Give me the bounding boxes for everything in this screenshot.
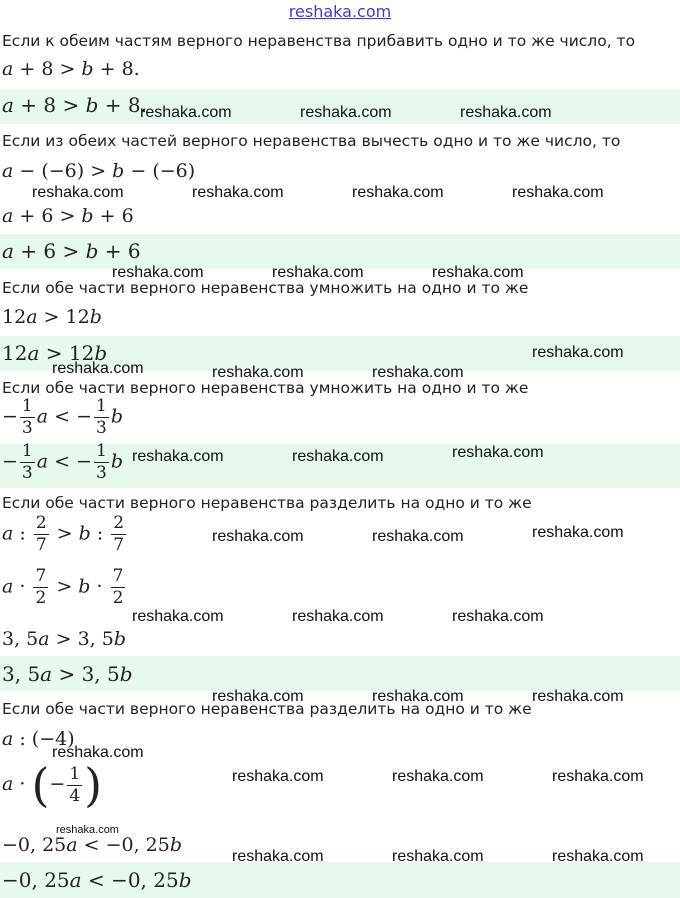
watermark-text: reshaka.com [372, 528, 464, 545]
statement-text: Если к обеим частям верного неравенства прибавить одно и то же число, то [2, 32, 636, 50]
statement-text: Если из обеих частей верного неравенства вычесть одно и то же число, то [2, 132, 621, 150]
math-line: 3, 5a > 3, 5b [2, 628, 127, 650]
answer-math: a + 8 > b + 8. [2, 93, 147, 117]
watermark-text: reshaka.com [132, 608, 224, 625]
watermark-text: reshaka.com [52, 744, 144, 761]
watermark-text: reshaka.com [292, 448, 384, 465]
statement-text: Если обе части верного неравенства умножить на одно и то же [2, 379, 529, 397]
watermark-text: reshaka.com [140, 104, 232, 121]
watermark-text: reshaka.com [192, 184, 284, 201]
watermark-text: reshaka.com [372, 364, 464, 381]
watermark-text: reshaka.com [132, 448, 224, 465]
answer-math: a + 6 > b + 6 [2, 239, 141, 263]
math-line: a + 8 > b + 8. [2, 58, 140, 80]
answer-math: 3, 5a > 3, 5b [2, 662, 133, 686]
statement-text: Если обе части верного неравенства разделить на одно и то же [2, 494, 532, 512]
watermark-text: reshaka.com [292, 608, 384, 625]
statement-text: Если обе части верного неравенства разделить на одно и то же [2, 700, 532, 718]
answer-math: − $\frac{1}{3}$ a < − $\frac{1}{3}$ b [2, 441, 123, 483]
watermark-text: reshaka.com [512, 184, 604, 201]
watermark-text: reshaka.com [532, 524, 624, 541]
watermark-text: reshaka.com [272, 264, 364, 281]
watermark-text: reshaka.com [452, 444, 544, 461]
watermark-text: reshaka.com [392, 768, 484, 785]
watermark-text: reshaka.com [352, 184, 444, 201]
statement-text: Если обе части верного неравенства умножить на одно и то же [2, 279, 529, 297]
watermark-text: reshaka.com [432, 264, 524, 281]
watermark-text: reshaka.com [112, 264, 204, 281]
watermark-text: reshaka.com [552, 768, 644, 785]
watermark-text: reshaka.com [212, 528, 304, 545]
math-line: 12a > 12b [2, 306, 102, 328]
math-line: a : $\frac{2}{7}$ > b : $\frac{2}{7}$ [2, 513, 125, 555]
watermark-text: reshaka.com [232, 768, 324, 785]
watermark-text: reshaka.com [56, 824, 119, 836]
watermark-text: reshaka.com [32, 184, 124, 201]
watermark-text: reshaka.com [372, 688, 464, 705]
answer-math: −0, 25a < −0, 25b [2, 868, 192, 892]
watermark-text: reshaka.com [392, 848, 484, 865]
answer-math: 12a > 12b [2, 341, 108, 365]
watermark-text: reshaka.com [552, 848, 644, 865]
math-line: a · $\frac{7}{2}$ > b · $\frac{7}{2}$ [2, 566, 124, 608]
math-line: −0, 25a < −0, 25b [2, 834, 183, 856]
watermark-text: reshaka.com [232, 848, 324, 865]
watermark-text: reshaka.com [212, 364, 304, 381]
math-line: − $\frac{1}{3}$ a < − $\frac{1}{3}$ b [2, 396, 123, 438]
watermark-text: reshaka.com [300, 104, 392, 121]
watermark-text: reshaka.com [212, 688, 304, 705]
math-line: a + 6 > b + 6 [2, 205, 134, 227]
math-line: a − (−6) > b − (−6) [2, 160, 196, 182]
watermark-text: reshaka.com [452, 608, 544, 625]
watermark-text: reshaka.com [532, 688, 624, 705]
watermark-text: reshaka.com [52, 360, 144, 377]
watermark-text: reshaka.com [460, 104, 552, 121]
math-line: a : (−4) [2, 728, 75, 750]
site-link[interactable]: reshaka.com [288, 2, 392, 21]
watermark-text: reshaka.com [532, 344, 624, 361]
math-line: a · (− $\frac{1}{4}$ ) [2, 758, 103, 812]
